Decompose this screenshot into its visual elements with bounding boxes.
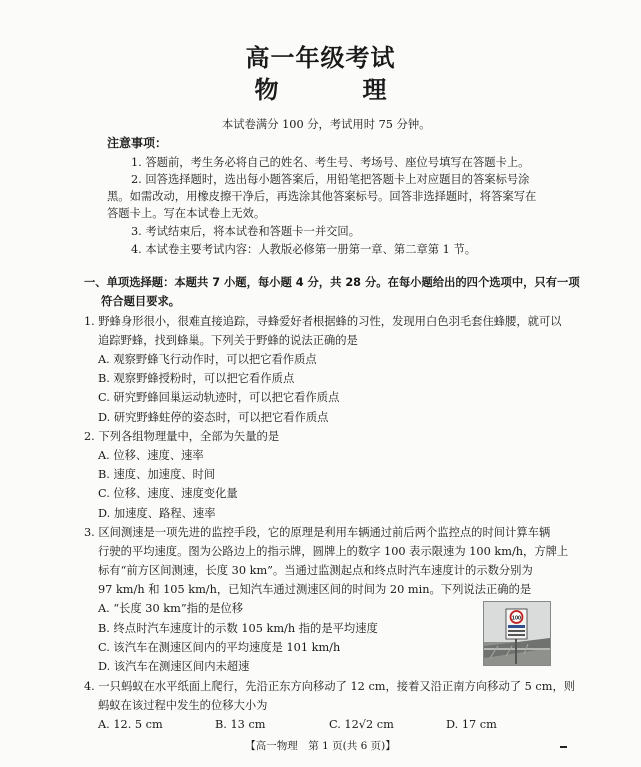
exam-title: 高一年级考试 (245, 44, 396, 72)
q3-option: D. 该汽车在测速区间内未超速 (98, 660, 250, 673)
q3-option: C. 该汽车在测速区间内的平均速度是 101 km/h (98, 641, 341, 654)
q1-option: A. 观察野蜂飞行动作时，可以把它看作质点 (98, 353, 317, 366)
footer-mark (560, 746, 567, 748)
q4-stem: 4. 一只蚂蚁在水平纸面上爬行，先沿正东方向移动了 12 cm，接着又沿正南方向移动了 5 cm，则 (84, 680, 576, 693)
q4-stem: 蚂蚁在该过程中发生的位移大小为 (98, 699, 268, 712)
notice-line: 3. 考试结束后，将本试卷和答题卡一并交回。 (131, 225, 361, 238)
q4-option: B. 13 cm (215, 718, 266, 731)
intro-text: 本试卷满分 100 分，考试用时 75 分钟。 (222, 118, 431, 131)
q1-stem: 追踪野蜂，找到蜂巢。下列关于野蜂的说法正确的是 (98, 334, 358, 347)
q3-option: A. “长度 30 km”指的是位移 (98, 602, 244, 615)
notice-line: 1. 答题前，考生务必将自己的姓名、考生号、考场号、座位号填写在答题卡上。 (131, 156, 530, 169)
section-heading-cont: 符合题目要求。 (101, 295, 181, 308)
q4-option: D. 17 cm (446, 718, 497, 731)
speed-sign-photo (483, 601, 551, 666)
q2-option: A. 位移、速度、速率 (98, 449, 204, 462)
notice-line: 2. 回答选择题时，选出每小题答案后，用铅笔把答题卡上对应题目的答案标号涂 (131, 173, 530, 186)
section-heading: 一、单项选择题：本题共 7 小题，每小题 4 分，共 28 分。在每小题给出的四个选项中，只有一项 (84, 276, 580, 289)
q1-option: B. 观察野蜂授粉时，可以把它看作质点 (98, 372, 295, 385)
q3-stem: 3. 区间测速是一项先进的监控手段，它的原理是利用车辆通过前后两个监控点的时间计算车辆 (84, 526, 551, 539)
sign-speed-number: 100 (511, 615, 522, 622)
page-footer: 【高一物理 第 1 页(共 6 页)】 (245, 740, 396, 752)
notice-heading: 注意事项： (107, 136, 168, 150)
q2-option: C. 位移、速度、速度变化量 (98, 487, 238, 500)
q3-stem: 97 km/h 和 105 km/h，已知汽车通过测速区间的时间为 20 min。下列说法正确的是 (98, 583, 532, 596)
q2-option: B. 速度、加速度、时间 (98, 468, 216, 481)
q2-stem: 2. 下列各组物理量中，全部为矢量的是 (84, 430, 280, 443)
q3-stem: 行驶的平均速度。图为公路边上的指示牌，圆牌上的数字 100 表示限速为 100 km/h，方牌上 (98, 545, 569, 558)
q1-option: C. 研究野蜂回巢运动轨迹时，可以把它看作质点 (98, 391, 340, 404)
q1-stem: 1. 野蜂身形很小，很难直接追踪，寻蜂爱好者根据蜂的习性，发现用白色羽毛套住蜂腰，就可以 (84, 315, 562, 328)
notice-line: 答题卡上。写在本试卷上无效。 (107, 207, 266, 220)
notice-line: 4. 本试卷主要考试内容：人教版必修第一册第一章、第二章第 1 节。 (131, 243, 477, 256)
q4-option: A. 12. 5 cm (98, 718, 163, 731)
notice-line: 黑。如需改动，用橡皮擦干净后，再选涂其他答案标号。回答非选择题时，将答案写在 (107, 190, 537, 203)
q1-option: D. 研究野蜂蛀停的姿态时，可以把它看作质点 (98, 411, 329, 424)
subject-title: 物 理 (254, 76, 417, 104)
q3-option: B. 终点时汽车速度计的示数 105 km/h 指的是平均速度 (98, 622, 378, 635)
q3-stem: 标有“前方区间测速，长度 30 km”。当通过监测起点和终点时汽车速度计的示数分别为 (98, 564, 533, 577)
q4-option: C. 12√2 cm (329, 718, 394, 731)
q2-option: D. 加速度、路程、速率 (98, 507, 216, 520)
